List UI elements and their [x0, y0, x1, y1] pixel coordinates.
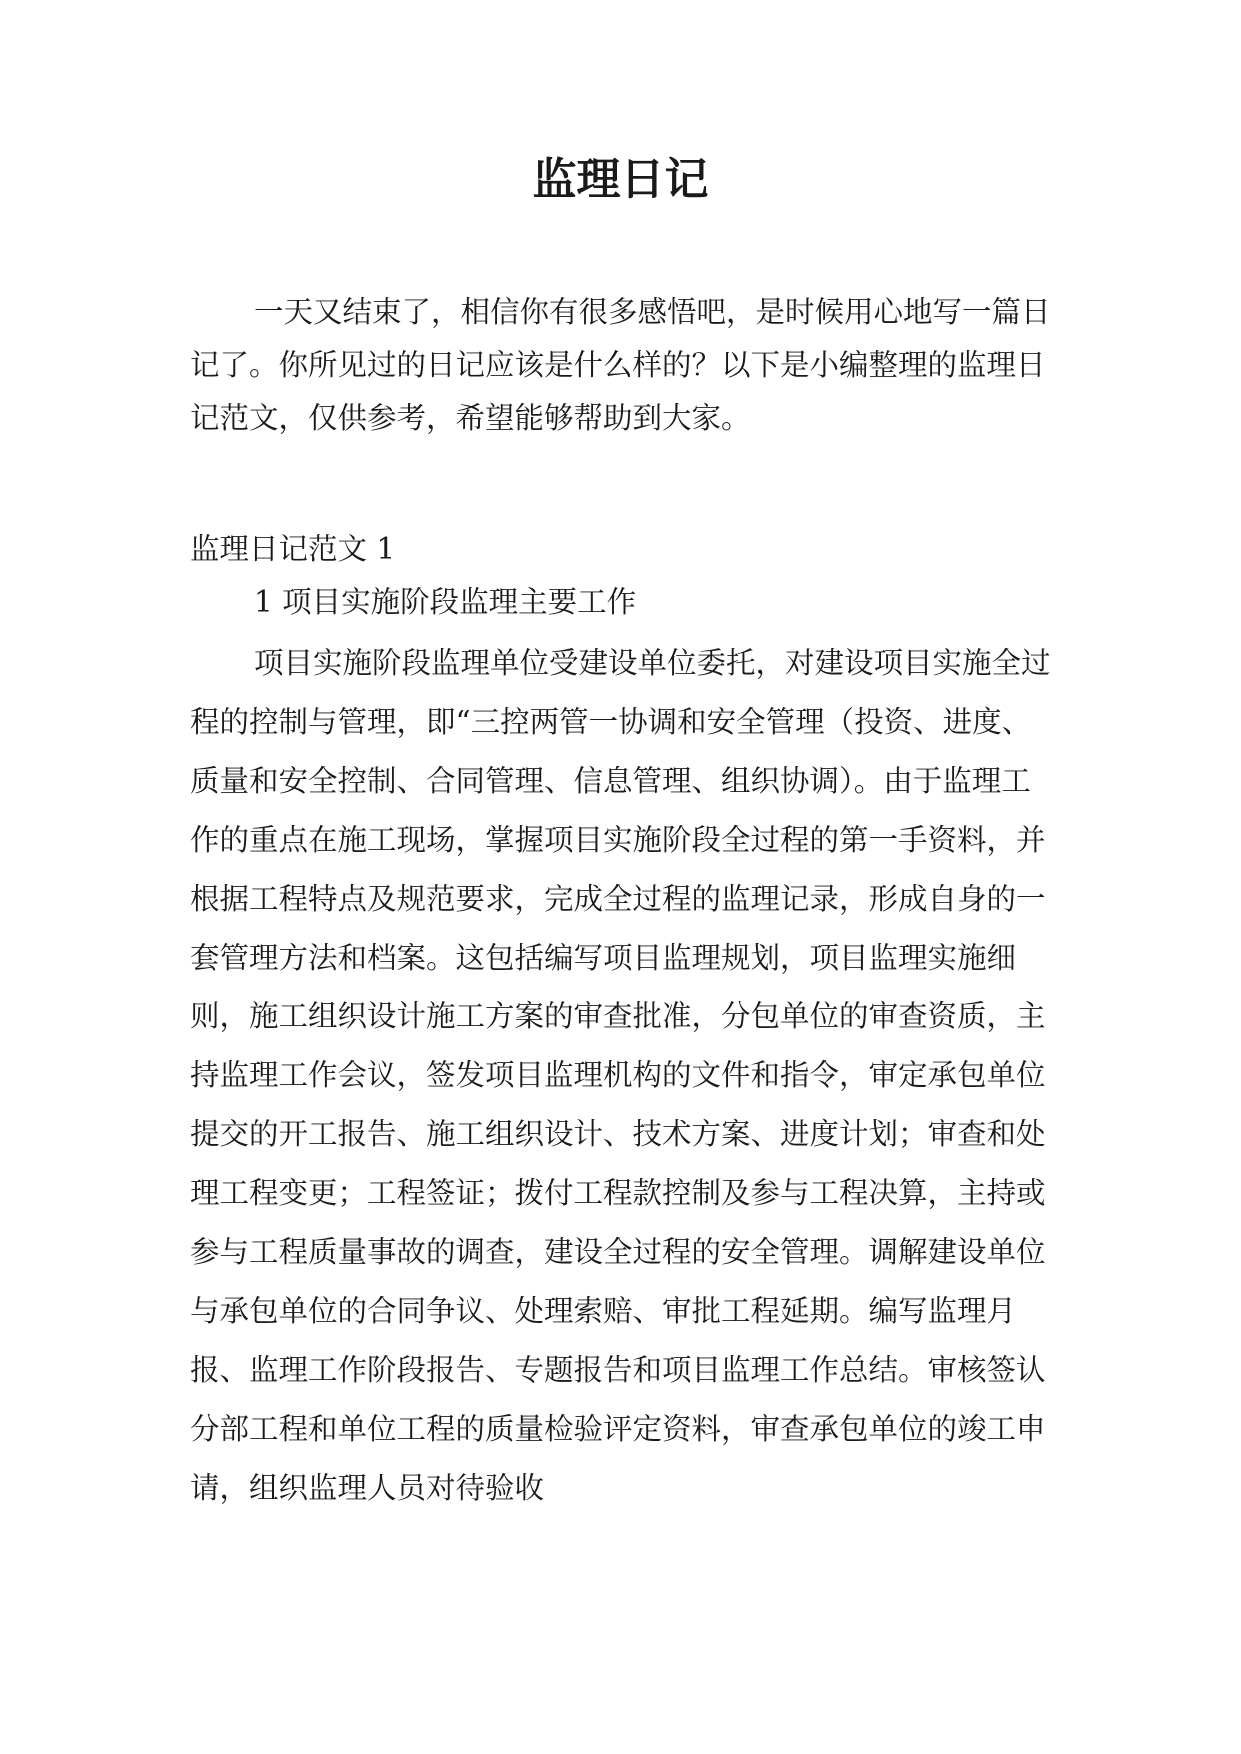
- body-paragraph: 项目实施阶段监理单位受建设单位委托，对建设项目实施全过程的控制与管理，即“三控两管一协调和安全管理（投资、进度、质量和安全控制、合同管理、信息管理、组织协调）。由于监理工作的重点在施工现场，掌握项目实施阶段全过程的第一手资料，并根据工程特点及规范要求，完成全过程的监理记录，形成自身的一套管理方法和档案。这包括编写项目监理规划，项目监理实施细则，施工组织设计施工方案的审查批准，分包单位的审查资质，主持监理工作会议，签发项目监理机构的文件和指令，审定承包单位提交的开工报告、施工组织设计、技术方案、进度计划；审查和处理工程变更；工程签证；拨付工程款控制及参与工程决算，主持或参与工程质量事故的调查，建设全过程的安全管理。调解建设单位与承包单位的合同争议、处理索赔、审批工程延期。编写监理月报、监理工作阶段报告、专题报告和项目监理工作总结。审核签认分部工程和单位工程的质量检验评定资料，审查承包单位的竣工申请，组织监理人员对待验收: [190, 646, 1051, 1505]
- section-heading: 监理日记范文 1: [190, 532, 396, 566]
- subsection-heading: 1 项目实施阶段监理主要工作: [254, 585, 637, 619]
- intro-paragraph: 一天又结束了，相信你有很多感悟吧，是时候用心地写一篇日记了。你所见过的日记应该是什么样的？以下是小编整理的监理日记范文，仅供参考，希望能够帮助到大家。: [190, 295, 1051, 435]
- document-title: 监理日记: [532, 154, 709, 205]
